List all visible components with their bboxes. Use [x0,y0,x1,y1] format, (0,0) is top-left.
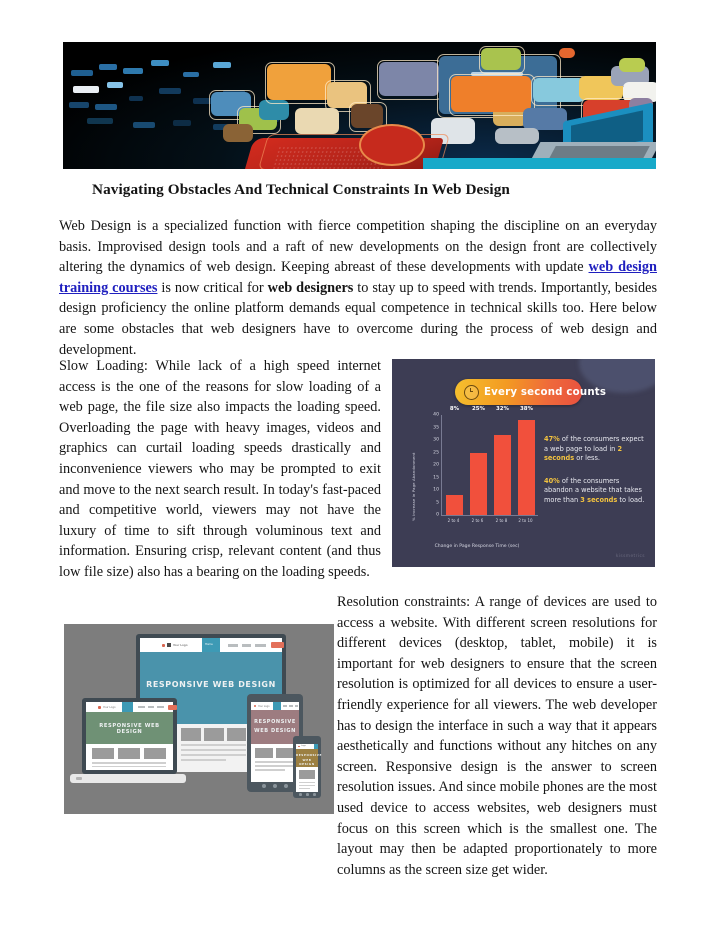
panel-card [204,728,224,741]
y-tick: 10 [433,487,439,493]
page-abandonment-bar-chart [409,406,541,537]
laptop-headline: RESPONSIVE WEB DESIGN [99,723,160,735]
clock-icon [464,385,479,400]
stat-two-text-b: to load. [617,495,645,504]
tablet-recents-icon [284,784,288,788]
y-tick: 0 [436,512,439,518]
web-designers-emphasis: web designers [267,279,354,296]
laptop-nav-item [157,706,164,708]
y-tick: 35 [433,425,439,430]
panel-card [227,728,246,741]
y-tick: 20 [433,462,439,468]
desktop-nav-item [255,644,266,647]
laptop-card [92,748,114,759]
desktop-nav-item [242,644,251,647]
tablet-home-icon [273,784,277,788]
bar-value-label: 25% [472,406,485,412]
laptop-nav-item [138,706,145,708]
laptop-line [92,766,166,768]
panel-card [181,728,201,741]
phone-line [299,788,310,789]
bar [518,420,535,515]
phone-back-icon [299,793,302,796]
phone-card [299,770,315,779]
tablet-headline-1: RESPONSIVE [254,719,296,725]
page-title: Navigating Obstacles And Technical Constraints In Web Design [92,181,510,198]
intro-paragraph [59,216,657,360]
phone-logo-label: Logo [301,745,306,748]
bar [494,435,511,515]
responsive-devices-mockup-image [64,624,334,814]
bar-series [446,406,538,515]
y-tick: 40 [433,412,439,418]
logo-mark-icon [254,705,256,707]
resolution-constraints-paragraph: Resolution constraints: A range of devices are used to access a website. With different screen resolutions for different devices (desktop, tablet, mobile) it is important for web designers to ensure that the screen resolution is optimized for all devices to ensure a user-friendly experience for all viewers. The web developer has to design the interface in such a way that it appears aesthetically and functions without any hitches on any screen. Responsive design is the answer to screen resolution issues. And since mobile phones are the most used device to access websites, web designers must focus on this screen which is the smallest one. The layout may then be adapted proportionately to more columns as the screen size get wider. [337,594,657,878]
phone-headline-1: RESPONSIVE [296,753,322,757]
laptop-card [118,748,140,759]
y-tick: 25 [433,450,439,455]
stat-two-percent: 40% [544,476,560,485]
laptop-hinge [76,777,82,780]
panel-line [181,754,246,756]
panel-line [181,744,246,746]
tablet-nav-item [289,705,293,707]
phone-line [299,785,315,786]
y-tick: 30 [433,437,439,443]
tablet-navbar [251,702,299,710]
laptop-nav-item [148,706,154,708]
bar-value-label: 8% [449,406,460,412]
infographic-watermark: kissmetrics [615,554,645,559]
panel-line [181,749,246,751]
bar [470,453,487,516]
stat-one-text-a: of the consumers expect a web page to load in [544,435,644,453]
laptop-base [70,774,186,783]
tablet-line [255,761,294,763]
laptop-line [92,762,166,764]
laptop-card [144,748,166,759]
x-tick: 2 to 8 [495,518,508,523]
intro-text-c: to stay up to speed with trends. Importantly, besides design proficiency the online platform demands equal competence in technical skills too. Here below are some obstacles that web designers have to overcome during the process of web design and development. [59,279,658,358]
panel-line [181,759,226,761]
bar-value-label: 38% [520,406,533,412]
laptop-logo-label: Your Logo [103,705,116,709]
tablet-headline-2: WEB DESIGN [254,728,296,734]
logo-square-icon [167,643,171,647]
bar-item [470,406,487,515]
tablet-card [255,748,273,758]
laptop-nav-active [122,702,133,712]
phone-headline-2: WEB DESIGN [299,758,315,766]
phone-home-icon [306,793,309,796]
logo-mark-icon [298,746,300,748]
bar-item [446,406,463,515]
bar-item [494,406,511,515]
x-axis-ticks [445,518,537,523]
phone-recents-icon [313,793,316,796]
bar [446,495,463,515]
desktop-navbar [140,638,282,652]
stat-two-seconds: 3 seconds [580,495,618,504]
x-tick: 2 to 4 [447,518,460,523]
tablet-line [255,765,294,767]
x-tick: 2 to 6 [471,518,484,523]
stat-two-text-a: of the consumers abandon a website that takes more than [544,476,642,504]
y-axis-label: % Increase in Page Abandonment [411,452,416,521]
intro-text-b: is now critical for [157,279,268,296]
x-axis-label: Change in Page Response Time (sec) [434,544,520,549]
tablet-back-icon [262,784,266,788]
infographic-badge [455,379,607,405]
phone-line [299,782,315,783]
tablet-line [255,769,285,771]
desktop-logo-label: Your Logo [173,643,188,647]
tablet-nav-active [273,702,281,710]
laptop-nav-button[interactable] [168,705,177,710]
desktop-headline: RESPONSIVE WEB DESIGN [146,680,276,689]
tablet-nav-item [295,705,298,707]
bar-value-label: 32% [496,406,509,412]
bar-item [518,406,535,515]
desktop-nav-button[interactable] [271,642,284,648]
tablet-card [276,748,294,758]
y-axis-ticks [423,412,439,518]
y-tick: 5 [436,500,439,505]
stat-one-text-b: or less. [574,454,600,463]
stat-one-seconds: 2 seconds [544,444,623,463]
intro-text-a: Web Design is a specialized function with fierce competition shaping the discipline on an everyday basis. Improvised design tools and a raft of new developments on the design front are collectively altering the dynamics of web design. Keeping abreast of these developments with update [59,218,657,276]
desktop-nav-item [228,644,238,647]
x-tick: 2 to 10 [518,518,533,523]
stat-two [544,477,648,506]
stat-one [544,435,648,464]
every-second-counts-infographic [392,359,655,567]
logo-mark-icon [98,706,101,709]
header-banner-image [63,42,656,169]
tablet-logo-label: Your Logo [258,704,270,708]
slow-loading-paragraph: Slow Loading: While lack of a high speed internet access is the one of the reasons for slow loading of a web page, the file size also impacts the loading speed. Overloading the page with heavy images, videos and graphics can curtail loading speeds drastically and inconvenience viewers who may be prompted to exit and move to the next search result. In today's fast-paced and competitive world, viewers may not have the luxury of time to sift through voluminous text and information. Ensuring crisp, relevant content (and thus low file size) also has a bearing on the loading speeds. [59,358,381,580]
web-design-training-courses-link[interactable]: web design training courses [59,259,657,296]
y-tick: 15 [433,475,439,480]
desktop-nav-active-label: Home [205,643,213,646]
plot-area [441,406,538,516]
tablet-hero [251,710,299,744]
logo-mark-icon [162,644,165,647]
infographic-stats [544,435,648,519]
tablet-nav-item [283,705,287,707]
laptop-navbar [86,702,173,712]
stat-one-percent: 47% [544,435,560,443]
badge-label: Every second counts [484,386,607,398]
